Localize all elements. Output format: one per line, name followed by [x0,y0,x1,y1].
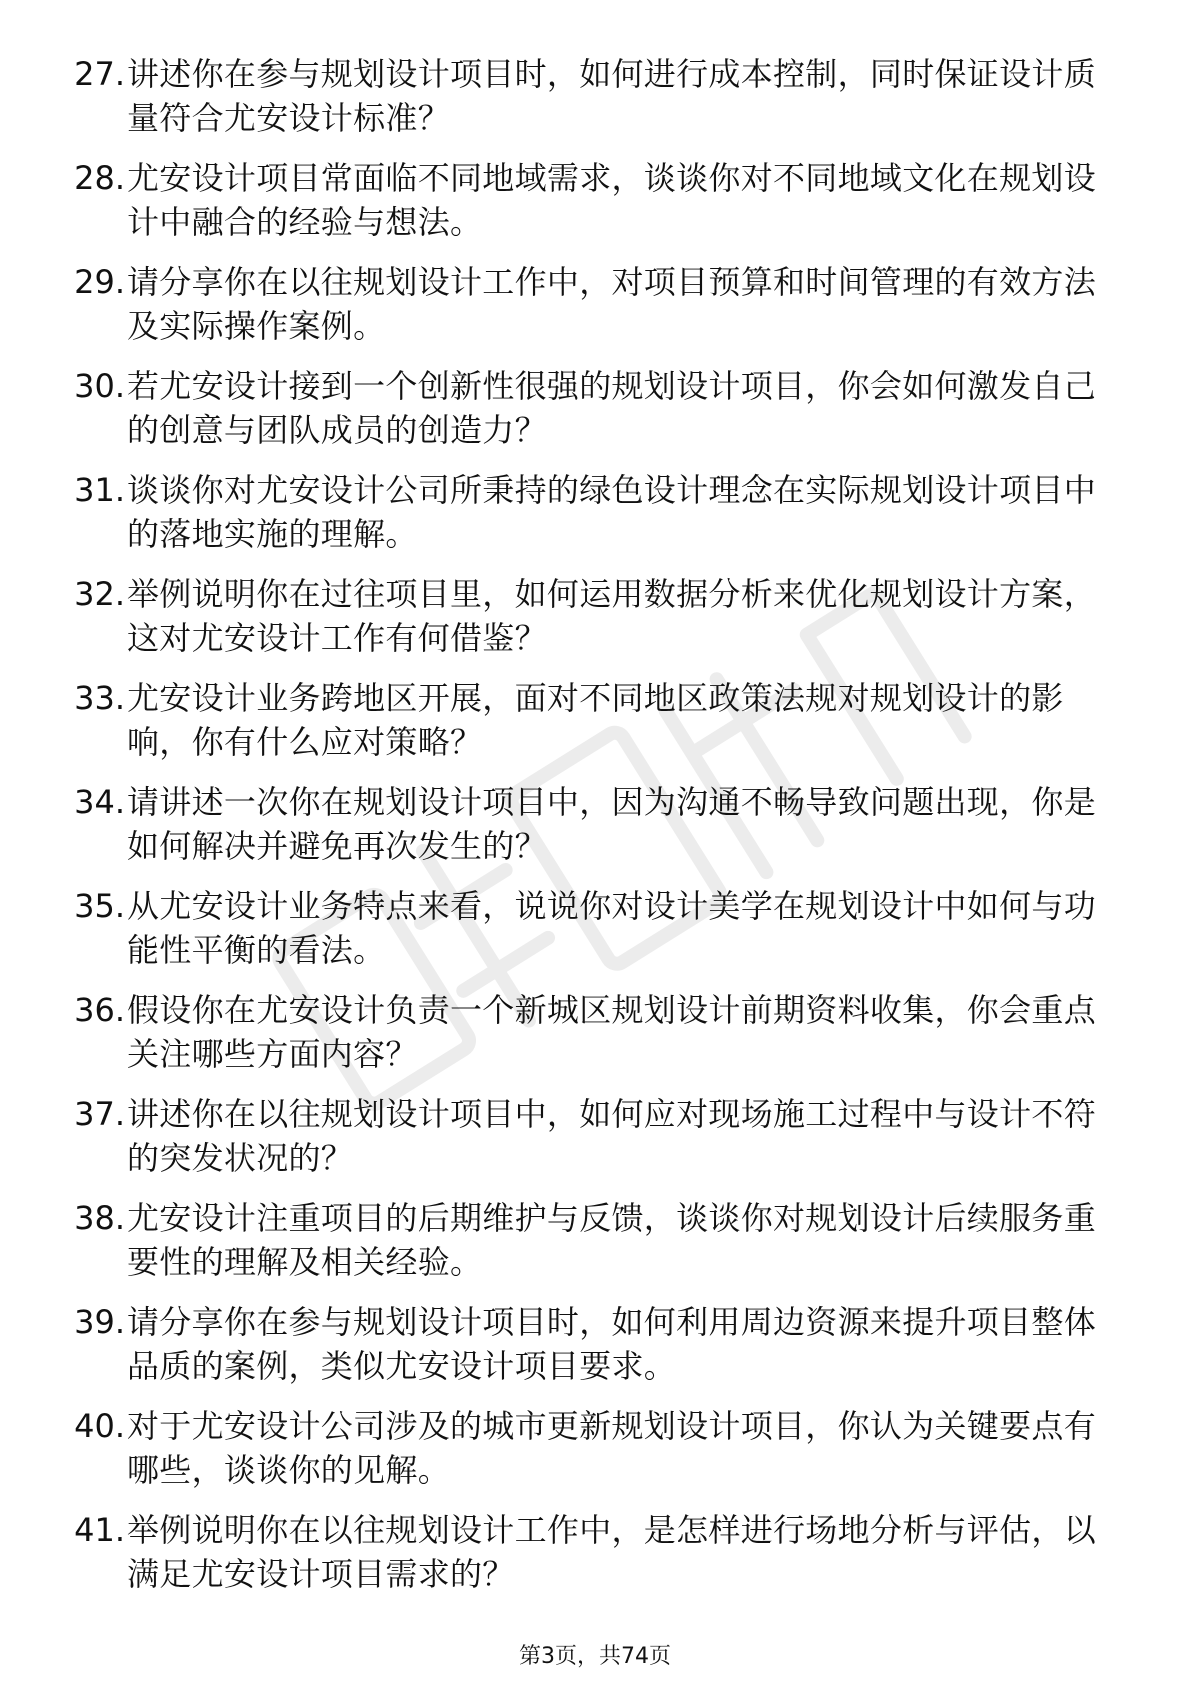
question-item [55,52,1115,156]
question-item [55,572,1115,676]
question-item [55,884,1115,988]
question-text: 举例说明你在以往规划设计工作中，是怎样进行场地分析与评估，以满足尤安设计项目需求的？ [127,1511,1097,1593]
question-item [55,1508,1115,1612]
page-number-footer: 第3页，共74页 [519,1644,671,1669]
question-number: 41. [74,1511,125,1549]
question-item [55,988,1115,1092]
question-item [55,156,1115,260]
question-item [55,1300,1115,1404]
question-number: 27. [74,55,125,93]
question-item [55,1092,1115,1196]
question-text: 尤安设计注重项目的后期维护与反馈，谈谈你对规划设计后续服务重要性的理解及相关经验。 [127,1199,1097,1281]
question-number: 32. [74,575,125,613]
question-text: 请分享你在以往规划设计工作中，对项目预算和时间管理的有效方法及实际操作案例。 [127,263,1097,345]
question-item [55,260,1115,364]
question-list [55,52,1115,1612]
question-text: 对于尤安设计公司涉及的城市更新规划设计项目，你认为关键要点有哪些，谈谈你的见解。 [127,1407,1097,1489]
question-number: 33. [74,679,125,717]
question-item [55,1196,1115,1300]
question-item [55,676,1115,780]
question-text: 讲述你在参与规划设计项目时，如何进行成本控制，同时保证设计质量符合尤安设计标准？ [127,55,1097,137]
question-text: 若尤安设计接到一个创新性很强的规划设计项目，你会如何激发自己的创意与团队成员的创造力？ [127,367,1097,449]
question-item [55,364,1115,468]
question-text: 讲述你在以往规划设计项目中，如何应对现场施工过程中与设计不符的突发状况的？ [127,1095,1097,1177]
question-number: 40. [74,1407,125,1445]
question-number: 29. [74,263,125,301]
question-text: 举例说明你在过往项目里，如何运用数据分析来优化规划设计方案，这对尤安设计工作有何借鉴？ [127,575,1097,657]
question-number: 36. [74,991,125,1029]
question-number: 38. [74,1199,125,1237]
question-text: 尤安设计项目常面临不同地域需求，谈谈你对不同地域文化在规划设计中融合的经验与想法。 [127,159,1097,241]
question-number: 39. [74,1303,125,1341]
question-item [55,780,1115,884]
question-number: 28. [74,159,125,197]
question-item [55,468,1115,572]
question-text: 从尤安设计业务特点来看，说说你对设计美学在规划设计中如何与功能性平衡的看法。 [127,887,1097,969]
question-number: 34. [74,783,125,821]
question-number: 35. [74,887,125,925]
question-text: 请讲述一次你在规划设计项目中，因为沟通不畅导致问题出现，你是如何解决并避免再次发生的？ [127,783,1097,865]
question-text: 谈谈你对尤安设计公司所秉持的绿色设计理念在实际规划设计项目中的落地实施的理解。 [127,471,1097,553]
question-item [55,1404,1115,1508]
question-text: 尤安设计业务跨地区开展，面对不同地区政策法规对规划设计的影响，你有什么应对策略？ [127,679,1064,761]
question-number: 31. [74,471,125,509]
question-number: 37. [74,1095,125,1133]
question-text: 假设你在尤安设计负责一个新城区规划设计前期资料收集，你会重点关注哪些方面内容？ [127,991,1097,1073]
question-text: 请分享你在参与规划设计项目时，如何利用周边资源来提升项目整体品质的案例，类似尤安设计项目要求。 [127,1303,1097,1385]
question-number: 30. [74,367,125,405]
